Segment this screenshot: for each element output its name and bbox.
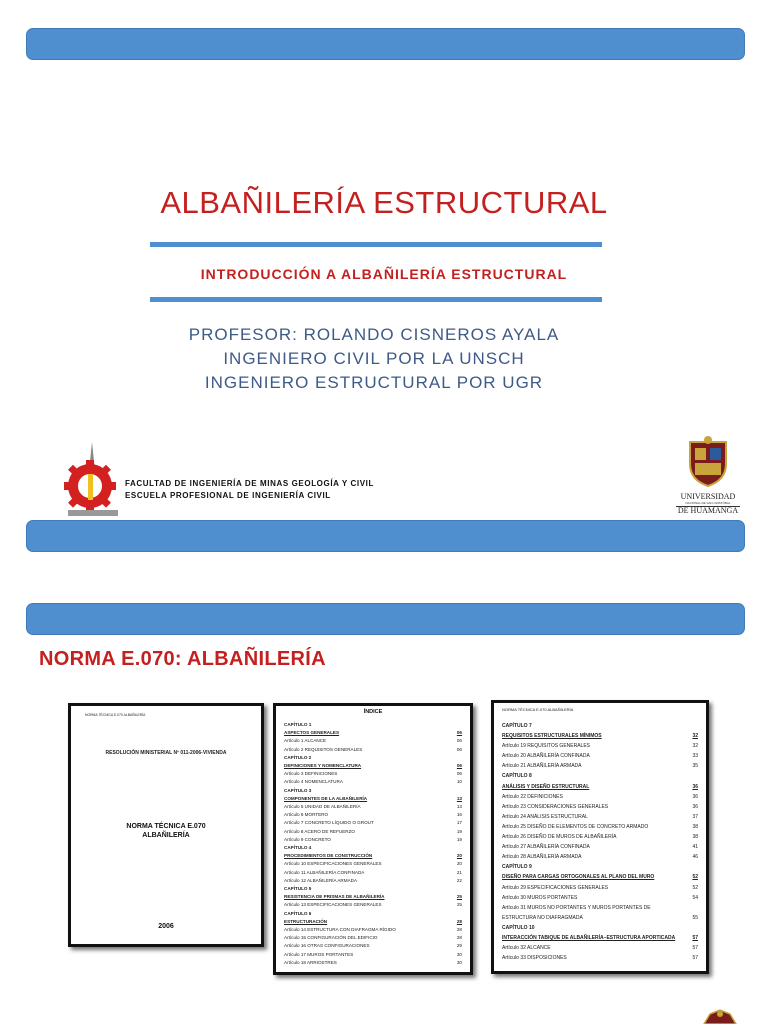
toc-entry-page: 06: [456, 730, 462, 736]
toc-entry-text: COMPONENTES DE LA ALBAÑILERÍA: [284, 795, 368, 801]
toc-entry-text: CAPÍTULO 3: [284, 787, 312, 793]
toc-entry-text: Artículo 1 ALCANCE: [284, 738, 327, 744]
index-list: [276, 715, 470, 967]
toc-line: [502, 741, 698, 751]
toc-line: [284, 844, 462, 852]
toc-entry-text: Artículo 33 DISPOSICIONES: [502, 955, 567, 962]
toc-line: [284, 926, 462, 934]
toc-entry-page: 06: [456, 771, 462, 777]
toc-entry-text: RESISTENCIA DE PRISMAS DE ALBAÑILERÍA: [284, 894, 385, 900]
toc-entry-page: 22: [456, 877, 462, 883]
toc-line: [502, 721, 698, 731]
faculty-line: ESCUELA PROFESIONAL DE INGENIERÍA CIVIL: [125, 491, 331, 500]
toc-entry-page: 25: [456, 902, 462, 908]
toc-entry-text: ESTRUCTURACIÓN: [284, 918, 328, 924]
toc-entry-text: Artículo 20 ALBAÑILERÍA CONFINADA: [502, 753, 590, 760]
toc-entry-page: 28: [456, 918, 462, 924]
title-rule-top: [150, 242, 602, 247]
toc-line: [502, 802, 698, 812]
toc-entry-page: 16: [456, 812, 462, 818]
faculty-text: [125, 478, 374, 502]
toc-line: [502, 953, 698, 963]
toc-entry-page: 06: [456, 738, 462, 744]
toc-entry-text: CAPÍTULO 1: [284, 722, 312, 727]
toc-entry-page: 30: [456, 951, 462, 957]
toc-entry-page: 25: [456, 894, 462, 900]
slide-top-bar: [26, 28, 745, 60]
toc-line: [502, 812, 698, 822]
toc-entry-text: Artículo 5 UNIDAD DE ALBAÑILERÍA: [284, 804, 361, 810]
toc-entry-text: Artículo 32 ALCANCE: [502, 945, 551, 952]
toc-entry-text: Artículo 28 ALBAÑILERÍA ARMADA: [502, 854, 582, 861]
document-index-page: [273, 703, 473, 975]
toc-entry-page: 32: [692, 733, 698, 740]
toc-line: [502, 792, 698, 802]
toc-line: [284, 787, 462, 795]
toc-entry-page: 54: [692, 894, 698, 901]
toc-entry-page: 17: [456, 820, 462, 826]
toc-entry-page: 28: [456, 935, 462, 941]
slide-top-bar: [26, 603, 745, 635]
title-rule-bottom: [150, 297, 602, 302]
toc-line: [502, 903, 698, 913]
toc-entry-text: CAPÍTULO 5: [284, 886, 312, 892]
toc-line: [284, 811, 462, 819]
toc-line: [502, 872, 698, 882]
toc-entry-page: 06: [456, 746, 462, 752]
document-cover-page: [68, 703, 264, 947]
toc-line: [502, 782, 698, 792]
toc-entry-text: Artículo 12 ALBAÑILERÍA ARMADA: [284, 877, 358, 883]
toc-line: [284, 860, 462, 868]
toc-entry-page: 29: [456, 943, 462, 949]
toc-line: [284, 770, 462, 778]
toc-entry-text: ANÁLISIS Y DISEÑO ESTRUCTURAL: [502, 783, 590, 790]
toc-entry-text: ASPECTOS GENERALES: [284, 730, 340, 736]
toc-entry-text: Artículo 14 ESTRUCTURA CON DIAFRAGMA RÍGIDO: [284, 927, 396, 933]
toc-line: [502, 751, 698, 761]
toc-line: [502, 842, 698, 852]
cover-title: [71, 822, 261, 840]
toc-entry-page: 36: [692, 803, 698, 810]
toc-entry-page: 57: [692, 955, 698, 962]
toc-line: [502, 852, 698, 862]
cover-header: NORMA TÉCNICA E.070 ALBAÑILERÍA: [85, 713, 146, 717]
university-place: DE HUAMANGA: [677, 506, 739, 515]
toc-line: [284, 877, 462, 885]
toc-entry-page: 57: [692, 945, 698, 952]
toc-line: [284, 737, 462, 745]
toc-entry-text: REQUISITOS ESTRUCTURALES MÍNIMOS: [502, 733, 602, 740]
toc-line: [284, 934, 462, 942]
chapters-list: [494, 712, 706, 963]
toc-line: [284, 836, 462, 844]
university-logo-partial-icon: [700, 1008, 740, 1024]
toc-entry-text: Artículo 27 ALBAÑILERÍA CONFINADA: [502, 844, 590, 851]
toc-entry-page: 57: [692, 934, 698, 941]
slide-bottom-bar: [26, 520, 745, 552]
toc-line: [284, 951, 462, 959]
toc-entry-text: Artículo 9 CONCRETO: [284, 836, 331, 842]
toc-line: [502, 943, 698, 953]
toc-entry-text: Artículo 8 ACERO DE REFUERZO: [284, 828, 355, 834]
toc-entry-text: PROCEDIMIENTOS DE CONSTRUCCIÓN: [284, 853, 373, 859]
toc-entry-text: Artículo 13 ESPECIFICACIONES GENERALES: [284, 902, 382, 908]
toc-line: [284, 901, 462, 909]
toc-entry-text: Artículo 22 DEFINICIONES: [502, 793, 563, 800]
toc-entry-page: 52: [692, 884, 698, 891]
toc-entry-page: 20: [456, 853, 462, 859]
toc-line: [502, 761, 698, 771]
toc-entry-page: 52: [692, 874, 698, 881]
toc-entry-text: Artículo 2 REQUISITOS GENERALES: [284, 746, 363, 752]
toc-line: [284, 942, 462, 950]
toc-line: [502, 893, 698, 903]
toc-entry-page: 32: [692, 743, 698, 750]
toc-entry-text: Artículo 18 ARRIOSTRES: [284, 959, 337, 965]
toc-line: [502, 731, 698, 741]
toc-entry-page: 13: [456, 795, 462, 801]
toc-entry-page: 41: [692, 844, 698, 851]
toc-entry-page: 20: [456, 861, 462, 867]
toc-line: [502, 883, 698, 893]
toc-line: [284, 910, 462, 918]
toc-entry-page: 13: [456, 804, 462, 810]
toc-entry-page: 19: [456, 828, 462, 834]
toc-entry-text: Artículo 29 ESPECIFICACIONES GENERALES: [502, 884, 609, 891]
toc-entry-text: DEFINICIONES Y NOMENCLATURA: [284, 763, 362, 769]
toc-line: [502, 862, 698, 872]
university-name: UNIVERSIDAD: [680, 492, 736, 501]
toc-entry-text: Artículo 23 CONSIDERACIONES GENERALES: [502, 803, 609, 810]
toc-line: [502, 923, 698, 933]
faculty-line: FACULTAD DE INGENIERÍA DE MINAS GEOLOGÍA Y CIVIL: [125, 479, 374, 488]
toc-line: [284, 754, 462, 762]
toc-entry-page: 36: [692, 783, 698, 790]
toc-line: [284, 885, 462, 893]
toc-entry-text: Artículo 6 MORTERO: [284, 812, 329, 818]
cover-year: 2006: [158, 923, 174, 930]
toc-entry-page: 33: [692, 753, 698, 760]
toc-line: [284, 803, 462, 811]
toc-entry-text: Artículo 17 MUROS PORTANTES: [284, 951, 354, 957]
toc-entry-text: Artículo 31 MUROS NO PORTANTES Y MUROS PORTANTES DE: [502, 904, 651, 911]
toc-line: [284, 918, 462, 926]
toc-entry-text: Artículo 7 CONCRETO LÍQUIDO O GROUT: [284, 820, 374, 826]
toc-entry-text: CAPÍTULO 6: [284, 910, 312, 916]
professor-info: [0, 323, 748, 395]
toc-entry-page: 10: [456, 779, 462, 785]
toc-entry-page: 38: [692, 834, 698, 841]
university-logo: [676, 436, 740, 515]
toc-entry-text: Artículo 26 DISEÑO DE MUROS DE ALBAÑILERÍA: [502, 834, 617, 841]
norma-heading: NORMA E.070: ALBAÑILERÍA: [39, 648, 326, 670]
toc-line: [284, 729, 462, 737]
toc-entry-text: Artículo 21 ALBAÑILERÍA ARMADA: [502, 763, 582, 770]
toc-entry-text: Artículo 4 NOMENCLATURA: [284, 779, 343, 785]
university-sub: NACIONAL DE SAN CRISTÓBAL: [685, 501, 731, 505]
toc-line: [284, 819, 462, 827]
toc-entry-text: CAPÍTULO 8: [502, 773, 532, 780]
toc-entry-text: CAPÍTULO 2: [284, 754, 312, 760]
toc-entry-page: 37: [692, 813, 698, 820]
toc-line: [284, 893, 462, 901]
toc-entry-text: INTERACCIÓN TABIQUE DE ALBAÑILERÍA–ESTRUCTURA APORTICADA: [502, 934, 676, 941]
toc-entry-text: Artículo 30 MUROS PORTANTES: [502, 894, 578, 901]
index-title: ÍNDICE: [363, 709, 383, 715]
slide-subtitle: INTRODUCCIÓN A ALBAÑILERÍA ESTRUCTURAL: [200, 266, 568, 282]
toc-entry-text: Artículo 24 ANÁLISIS ESTRUCTURAL: [502, 813, 588, 820]
toc-line: [284, 778, 462, 786]
toc-line: [502, 832, 698, 842]
toc-entry-text: ESTRUCTURA NO DIAFRAGMADA: [502, 914, 583, 921]
chapters-header: NORMA TÉCNICA E.070 ALBAÑILERÍA: [502, 707, 574, 712]
toc-line: [284, 828, 462, 836]
toc-line: [284, 869, 462, 877]
toc-line: [284, 852, 462, 860]
toc-entry-text: CAPÍTULO 9: [502, 864, 532, 871]
toc-entry-text: CAPÍTULO 4: [284, 845, 312, 851]
cover-resolution: RESOLUCIÓN MINISTERIAL Nº 011-2006-VIVIENDA: [105, 750, 227, 756]
toc-entry-text: Artículo 15 CONFIGURACIÓN DEL EDIFICIO: [284, 935, 378, 941]
document-chapters-page: [491, 700, 709, 974]
toc-entry-text: Artículo 11 ALBAÑILERÍA CONFINADA: [284, 869, 365, 875]
toc-entry-page: 30: [456, 959, 462, 965]
cover-title-line: NORMA TÉCNICA E.070: [126, 823, 206, 830]
toc-entry-page: 06: [456, 763, 462, 769]
toc-entry-page: 19: [456, 836, 462, 842]
toc-line: [502, 822, 698, 832]
toc-entry-text: DISEÑO PARA CARGAS ORTOGONALES AL PLANO DEL MURO: [502, 874, 655, 881]
university-shield-icon: [686, 436, 730, 488]
toc-entry-page: 46: [692, 854, 698, 861]
toc-line: [284, 746, 462, 754]
toc-entry-page: 28: [456, 927, 462, 933]
toc-entry-page: 55: [692, 914, 698, 921]
toc-line: [284, 795, 462, 803]
toc-entry-page: 35: [692, 763, 698, 770]
toc-entry-text: CAPÍTULO 7: [502, 723, 532, 729]
toc-line: [502, 771, 698, 781]
toc-entry-page: 21: [456, 869, 462, 875]
professor-line: PROFESOR: ROLANDO CISNEROS AYALA: [188, 325, 560, 344]
toc-line: [284, 762, 462, 770]
toc-line: [502, 933, 698, 943]
toc-entry-text: Artículo 10 ESPECIFICACIONES GENERALES: [284, 861, 382, 867]
cover-title-line: ALBAÑILERÍA: [142, 832, 190, 839]
toc-entry-page: 38: [692, 823, 698, 830]
toc-entry-text: Artículo 3 DEFINICIONES: [284, 771, 338, 777]
toc-line: [284, 721, 462, 729]
professor-line: INGENIERO CIVIL POR LA UNSCH: [223, 349, 525, 368]
toc-entry-text: CAPÍTULO 10: [502, 924, 535, 931]
toc-line: [284, 959, 462, 967]
slide-title: ALBAÑILERÍA ESTRUCTURAL: [160, 185, 608, 220]
toc-entry-text: Artículo 16 OTRAS CONFIGURACIONES: [284, 943, 370, 949]
toc-line: [502, 913, 698, 923]
toc-entry-text: Artículo 25 DISEÑO DE ELEMENTOS DE CONCRETO ARMADO: [502, 823, 649, 830]
professor-line: INGENIERO ESTRUCTURAL POR UGR: [204, 373, 544, 392]
toc-entry-page: 36: [692, 793, 698, 800]
faculty-logo: [58, 440, 126, 520]
toc-entry-text: Artículo 19 REQUISITOS GENERALES: [502, 743, 590, 750]
